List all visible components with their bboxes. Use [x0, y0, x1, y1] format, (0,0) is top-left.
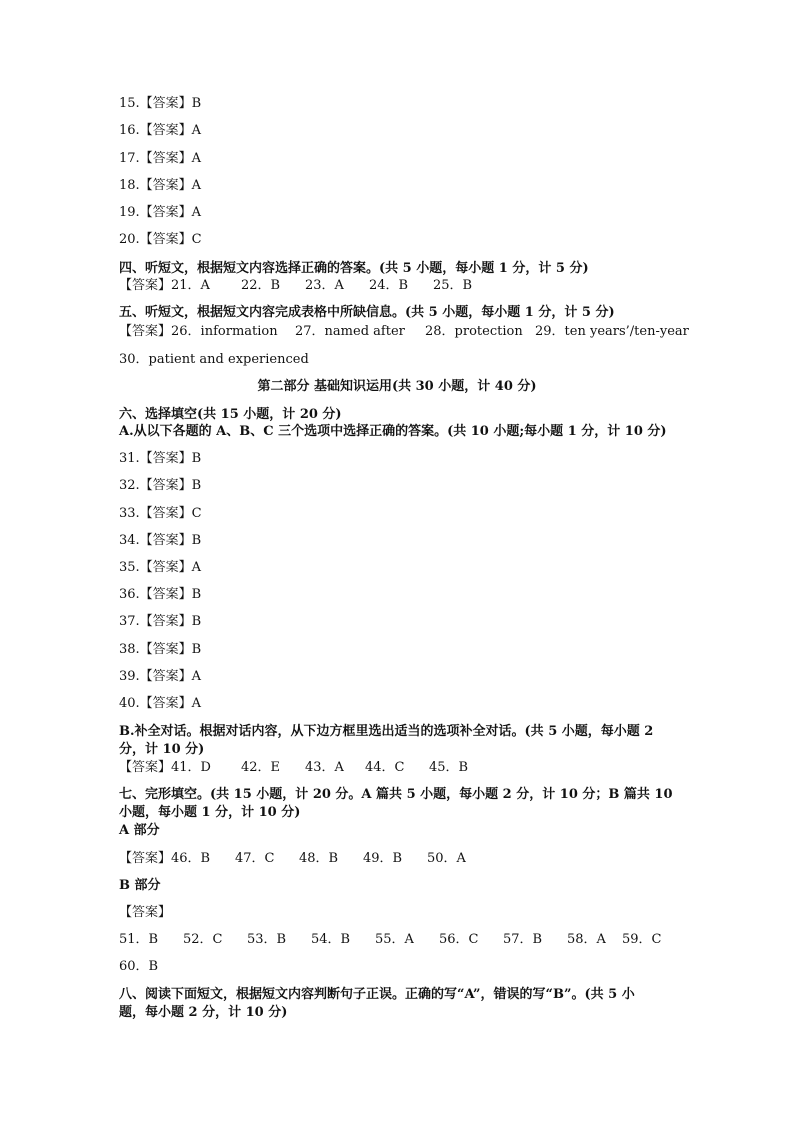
answer-item: 21．A: [171, 278, 210, 293]
answer-32: 32.【答案】B: [119, 478, 202, 493]
answer-19: 19.【答案】A: [119, 205, 202, 220]
answer-31: 31.【答案】B: [119, 451, 202, 466]
section-6-sub-b-line2: 分，计 10 分): [119, 742, 205, 757]
answer-item: 46．B: [171, 851, 211, 866]
section-6-heading: 六、选择填空(共 15 小题，计 20 分): [119, 407, 342, 422]
answer-18: 18.【答案】A: [119, 178, 202, 193]
answer-item: 50．A: [427, 851, 466, 866]
answer-item: 45．B: [429, 760, 469, 775]
section-7-part-b: B 部分: [119, 878, 161, 893]
answer-38: 38.【答案】B: [119, 642, 202, 657]
section-4-heading: 四、听短文，根据短文内容选择正确的答案。(共 5 小题，每小题 1 分，计 5 分): [119, 261, 589, 276]
section-8-heading-line2: 题，每小题 2 分，计 10 分): [119, 1005, 288, 1020]
answer-item: 59．C: [622, 932, 662, 947]
answer-item: 22．B: [241, 278, 281, 293]
answer-item: 26．information: [171, 324, 278, 339]
answer-item: 57．B: [503, 932, 543, 947]
answer-item: 29．ten years’/ten-year: [535, 324, 689, 339]
answer-item: 43．A: [305, 760, 344, 775]
answer-40: 40.【答案】A: [119, 696, 202, 711]
answer-36: 36.【答案】B: [119, 587, 202, 602]
answer-16: 16.【答案】A: [119, 123, 202, 138]
answer-33: 33.【答案】C: [119, 506, 202, 521]
answer-item: 24．B: [369, 278, 409, 293]
section-7-heading-line2: 小题，每小题 1 分，计 10 分): [119, 805, 301, 820]
answer-17: 17.【答案】A: [119, 151, 202, 166]
answer-item: 27．named after: [295, 324, 405, 339]
answer-item: 25．B: [433, 278, 473, 293]
section-7-part-a: A 部分: [119, 823, 160, 838]
answer-item: 44．C: [365, 760, 405, 775]
section-7-part-b-answer-label: 【答案】: [119, 905, 172, 920]
answer-20: 20.【答案】C: [119, 232, 202, 247]
answer-item: 54．B: [311, 932, 351, 947]
answer-15: 15.【答案】B: [119, 96, 202, 111]
answer-item: 42．E: [241, 760, 281, 775]
section-6-sub-b-answers: [119, 760, 468, 776]
answer-item: 23．A: [305, 278, 344, 293]
section-7-heading-line1: 七、完形填空。(共 15 小题，计 20 分。A 篇共 5 小题，每小题 2 分，计 10 分；B 篇共 10: [119, 787, 673, 802]
answer-prefix: 【答案】: [119, 851, 172, 866]
answer-item: 52．C: [183, 932, 223, 947]
answer-39: 39.【答案】A: [119, 669, 202, 684]
answer-37: 37.【答案】B: [119, 614, 202, 629]
answer-item: 47．C: [235, 851, 275, 866]
answer-prefix: 【答案】: [119, 760, 172, 775]
answer-prefix: 【答案】: [119, 278, 172, 293]
section-5-heading: 五、听短文，根据短文内容完成表格中所缺信息。(共 5 小题，每小题 1 分，计 5 分): [119, 305, 615, 320]
section-6-sub-b-line1: B.补全对话。根据对话内容，从下边方框里选出适当的选项补全对话。(共 5 小题，每小题 2: [119, 724, 654, 739]
section-5-answers: [119, 324, 689, 340]
section-4-answers: [119, 278, 472, 294]
answer-item: 48．B: [299, 851, 339, 866]
section-7-part-b-answers-line2: 60．B: [119, 959, 159, 974]
part-2-title: 第二部分 基础知识运用(共 30 小题，计 40 分): [257, 379, 537, 394]
section-5-answers-line2: 30．patient and experienced: [119, 352, 309, 367]
answer-item: 58．A: [567, 932, 606, 947]
answer-item: 56．C: [439, 932, 479, 947]
answer-item: 53．B: [247, 932, 287, 947]
section-6-sub-a: A.从以下各题的 A、B、C 三个选项中选择正确的答案。(共 10 小题;每小题 1 分，计 10 分): [119, 424, 667, 439]
answer-item: 49．B: [363, 851, 403, 866]
answer-prefix: 【答案】: [119, 324, 172, 339]
section-7-part-b-answers: [119, 932, 662, 948]
answer-34: 34.【答案】B: [119, 533, 202, 548]
answer-35: 35.【答案】A: [119, 560, 202, 575]
answer-item: 41．D: [171, 760, 211, 775]
answer-item: 55．A: [375, 932, 414, 947]
section-7-part-a-answers: [119, 851, 466, 867]
answer-item: 28．protection: [425, 324, 523, 339]
section-8-heading-line1: 八、阅读下面短文，根据短文内容判断句子正误。正确的写“A”，错误的写“B”。(共 5 小: [119, 987, 635, 1002]
answer-item: 51．B: [119, 932, 159, 947]
